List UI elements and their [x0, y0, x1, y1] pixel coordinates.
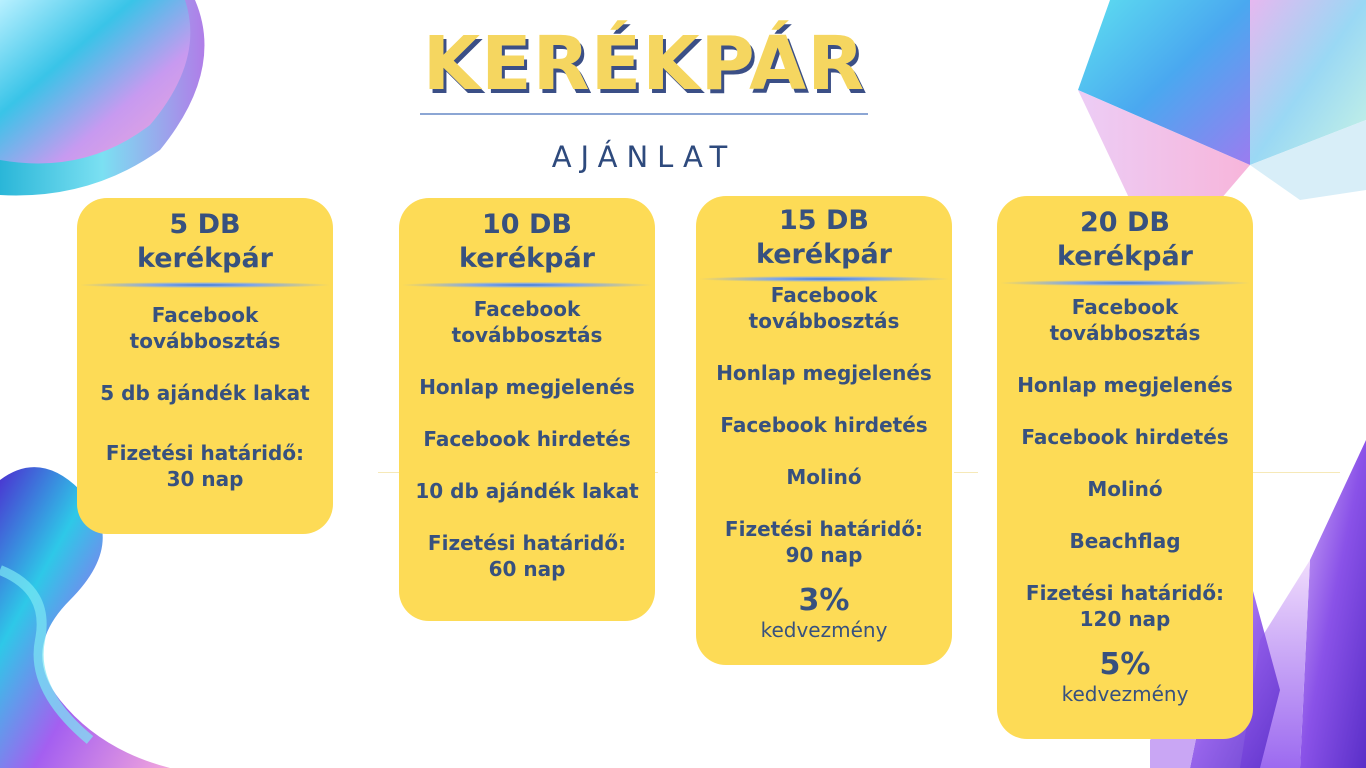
feature-item: Facebook hirdetés [423, 427, 631, 451]
discount-label: kedvezmény [760, 618, 888, 642]
offer-card-header [77, 208, 333, 276]
card-separator [403, 282, 651, 288]
offer-quantity: 5 DB [169, 209, 241, 240]
feature-item: Facebook hirdetés [720, 413, 928, 437]
holographic-pyramid-shape [1070, 0, 1366, 200]
feature-item: 5 db ajándék lakat [100, 381, 310, 405]
offer-unit: kerékpár [1057, 241, 1193, 272]
offer-quantity: 20 DB [1080, 207, 1170, 238]
page-title: KERÉKPÁR [422, 21, 866, 107]
feature-item: Facebook továbbosztás [129, 303, 281, 353]
payment-terms [704, 516, 944, 568]
payment-label: Fizetési határidő: [1025, 581, 1225, 605]
payment-days: 30 nap [166, 467, 244, 491]
feature-item: Facebook továbbosztás [748, 283, 900, 333]
feature-item: Beachflag [1069, 529, 1181, 553]
payment-terms [1005, 580, 1245, 632]
offer-unit: kerékpár [756, 239, 892, 270]
payment-days: 60 nap [488, 557, 566, 581]
feature-item: Honlap megjelenés [1017, 373, 1233, 397]
offer-quantity: 10 DB [482, 209, 572, 240]
offer-card-header [696, 204, 952, 272]
feature-item: 10 db ajándék lakat [415, 479, 639, 503]
payment-terms [85, 440, 325, 492]
payment-days: 120 nap [1079, 607, 1171, 631]
offer-card-5 [77, 198, 333, 534]
page-subtitle: AJÁNLAT [551, 140, 737, 174]
discount-percent: 3% [798, 583, 850, 618]
offer-unit: kerékpár [137, 243, 273, 274]
payment-terms [407, 530, 647, 582]
faint-divider [954, 472, 978, 473]
payment-label: Fizetési határidő: [427, 531, 627, 555]
offer-card-20 [997, 196, 1253, 739]
card-separator [1001, 280, 1249, 286]
feature-item: Molinó [786, 465, 862, 489]
payment-label: Fizetési határidő: [724, 517, 924, 541]
offer-card-header [399, 208, 655, 276]
payment-days: 90 nap [785, 543, 863, 567]
payment-label: Fizetési határidő: [105, 441, 305, 465]
holographic-disc-shape [0, 0, 220, 210]
feature-item: Facebook továbbosztás [451, 297, 603, 347]
offer-card-10 [399, 198, 655, 621]
offer-unit: kerékpár [459, 243, 595, 274]
feature-item: Honlap megjelenés [419, 375, 635, 399]
title-divider [420, 113, 868, 115]
feature-item: Honlap megjelenés [716, 361, 932, 385]
card-separator [81, 282, 329, 288]
offer-quantity: 15 DB [779, 205, 869, 236]
feature-item: Facebook továbbosztás [1049, 295, 1201, 345]
offer-card-header [997, 206, 1253, 274]
faint-divider [1250, 472, 1340, 473]
discount-label: kedvezmény [1061, 682, 1189, 706]
discount-percent: 5% [1099, 647, 1151, 682]
feature-item: Molinó [1087, 477, 1163, 501]
feature-item: Facebook hirdetés [1021, 425, 1229, 449]
offer-card-15 [696, 196, 952, 665]
